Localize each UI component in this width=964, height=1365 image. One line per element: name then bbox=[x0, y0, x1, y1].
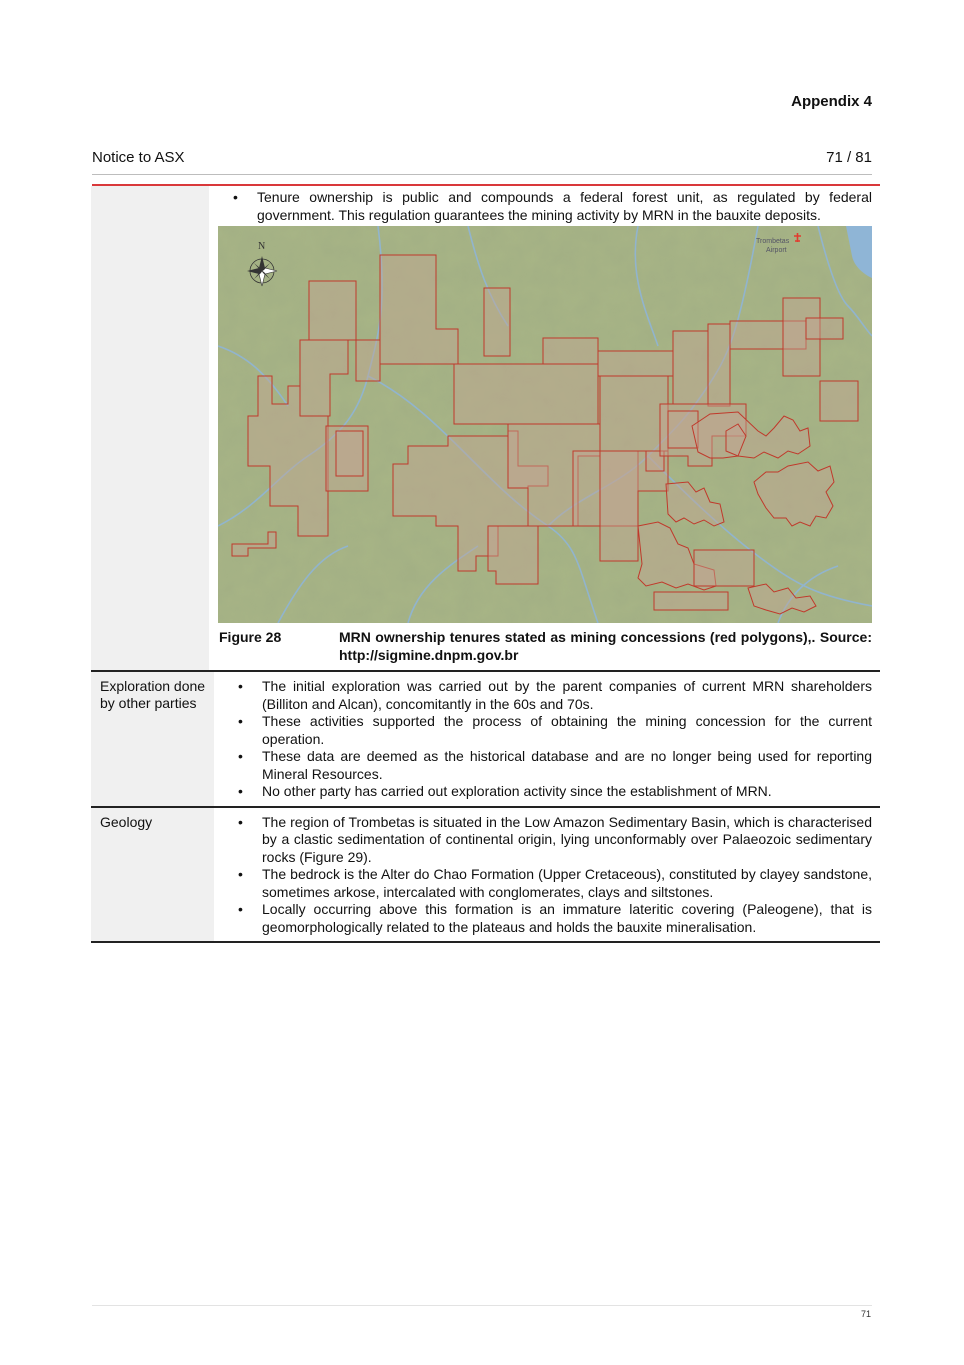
row-label-exploration: Exploration done by other parties bbox=[91, 672, 214, 806]
row-label-geology: Geology bbox=[91, 808, 214, 942]
list-item: • The initial exploration was carried out by the parent companies of current MRN shareholders (Billiton and Alcan), concomitantly in the 60s and 70s. bbox=[224, 678, 872, 713]
list-item: • No other party has carried out exploration activity since the establishment of MRN. bbox=[224, 783, 872, 801]
page-counter: 71 / 81 bbox=[826, 149, 872, 166]
row-content-geology bbox=[214, 808, 880, 942]
table-row-geology bbox=[91, 808, 880, 944]
row-label-empty bbox=[91, 186, 209, 670]
list-item: • These data are deemed as the historical database and are no longer being used for reporting Mineral Resources. bbox=[224, 748, 872, 783]
list-item: • The bedrock is the Alter do Chao Formation (Upper Cretaceous), constituted by clayey sandstone, sometimes arkose, intercalated with conglomerates, clays and siltstones. bbox=[224, 866, 872, 901]
figure-number: Figure 28 bbox=[219, 629, 282, 645]
figure-caption-text: MRN ownership tenures stated as mining concessions (red polygons),. Source: http://sigmine.dnpm.gov.br bbox=[339, 629, 872, 663]
appendix-label: Appendix 4 bbox=[791, 93, 872, 110]
svg-text:Trombetas: Trombetas bbox=[756, 238, 790, 245]
footer-page-number: 71 bbox=[860, 1309, 871, 1319]
list-item: • Locally occurring above this formation is an immature lateritic covering (Paleogene), that is geomorphologically related to the plateaus and holds the bauxite mineralisation. bbox=[224, 901, 872, 936]
figure-caption bbox=[219, 629, 872, 666]
list-item: • These activities supported the process of obtaining the mining concession for the current operation. bbox=[224, 713, 872, 748]
table-row-tenure bbox=[91, 186, 880, 672]
tenure-map bbox=[218, 226, 872, 623]
svg-text:Airport: Airport bbox=[766, 247, 787, 254]
table-row-exploration bbox=[91, 672, 880, 808]
bullet-tenure: • Tenure ownership is public and compounds a federal forest unit, as regulated by federal government. This regulation guarantees the mining activity by MRN in the bauxite deposits. bbox=[219, 189, 872, 224]
row-content-exploration bbox=[214, 672, 880, 806]
svg-text:N: N bbox=[258, 241, 266, 252]
header-divider bbox=[92, 174, 872, 175]
list-item: • The region of Trombetas is situated in the Low Amazon Sedimentary Basin, which is characterised by a clastic sedimentation of continental origin, lying unconformably over Palaeozoic sedimentary rocks (Figure 29). bbox=[224, 814, 872, 867]
info-table bbox=[91, 186, 880, 943]
row-content-tenure bbox=[209, 186, 880, 670]
document-title: Notice to ASX bbox=[92, 149, 185, 166]
footer-divider bbox=[92, 1305, 872, 1306]
